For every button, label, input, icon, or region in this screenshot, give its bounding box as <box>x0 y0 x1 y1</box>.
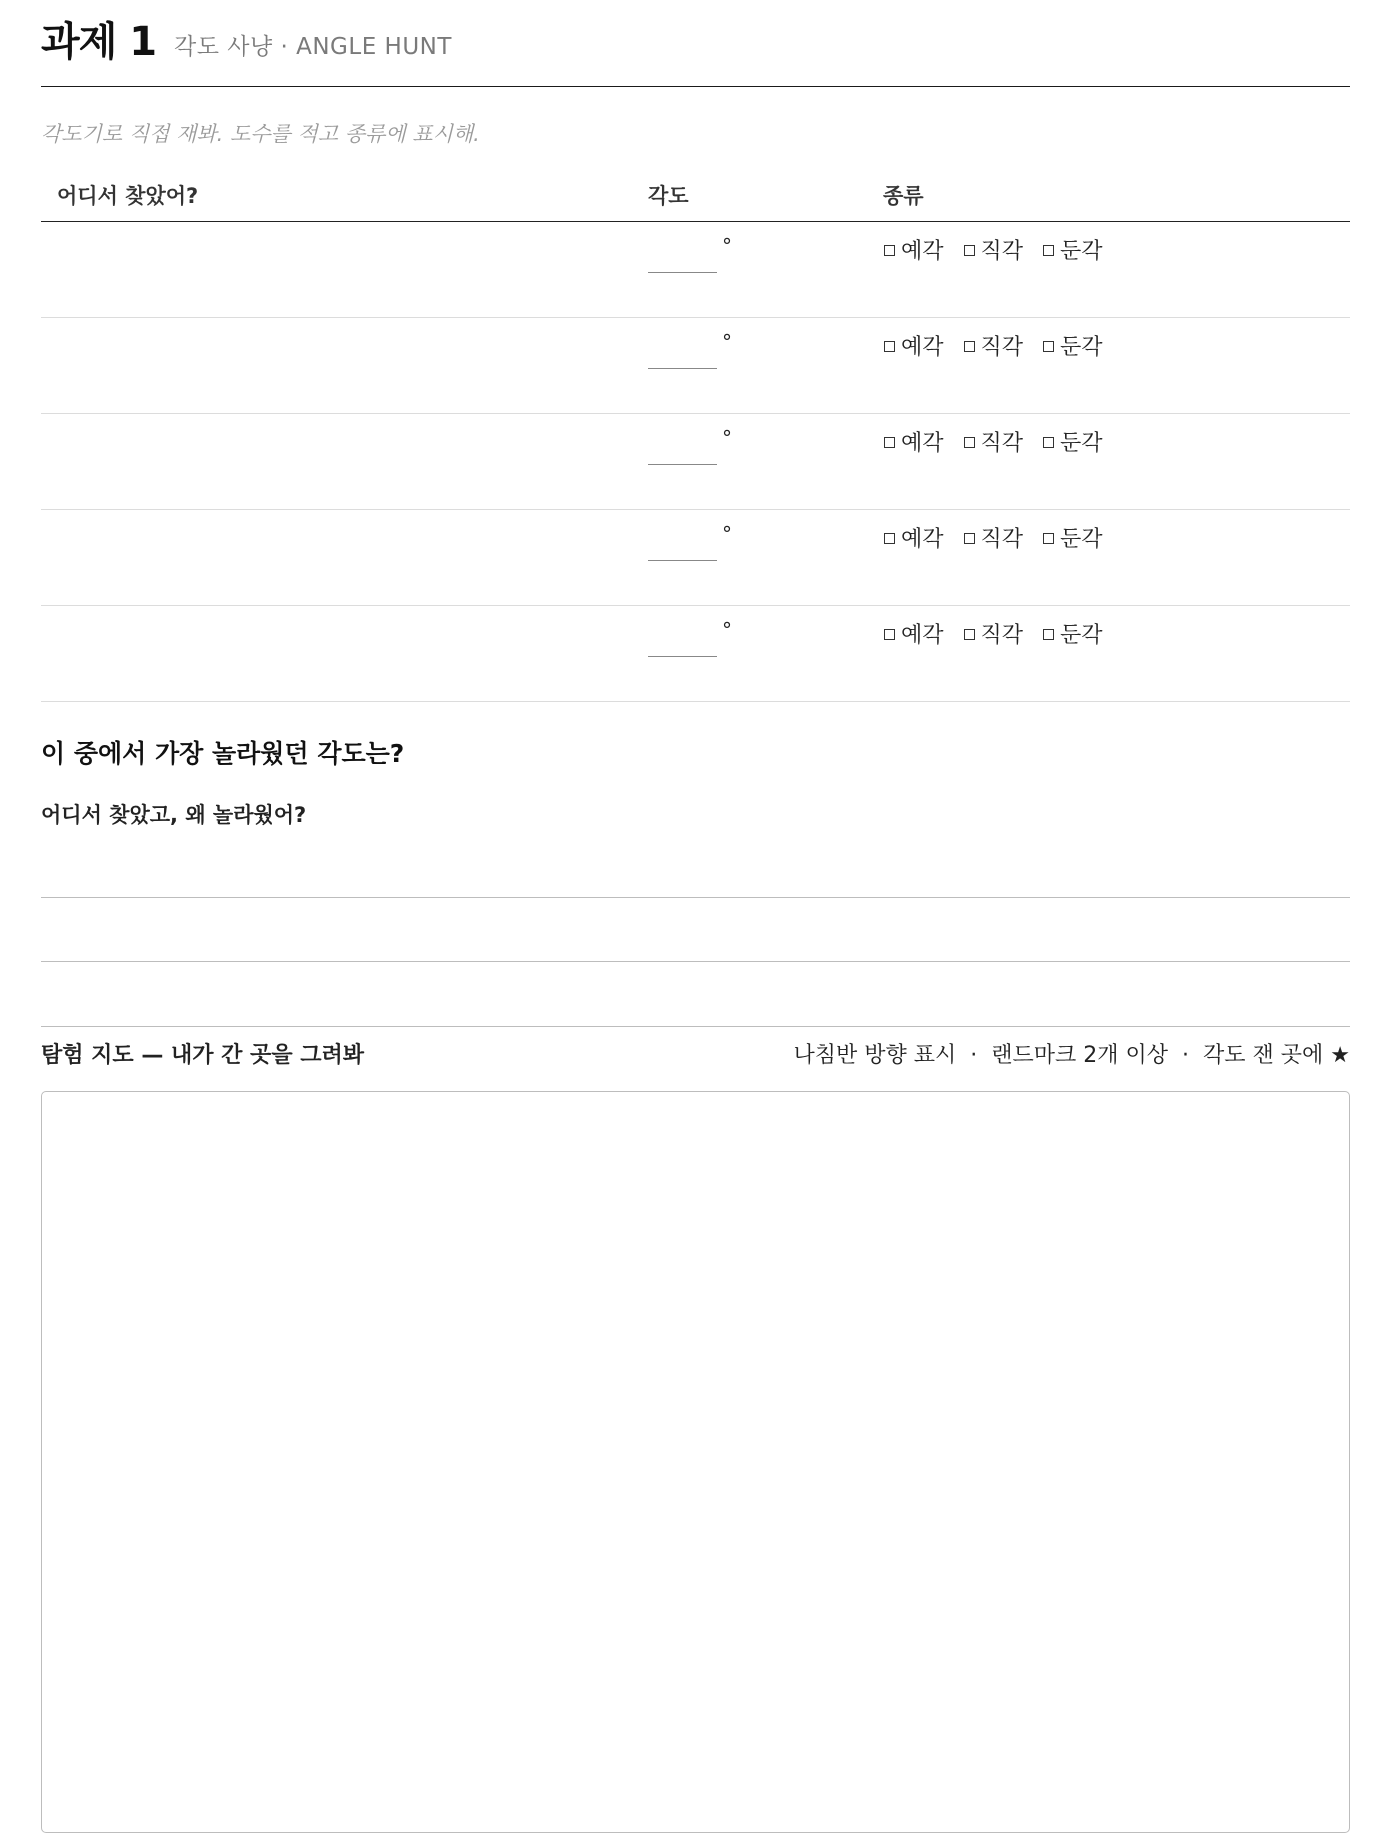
table-row <box>41 414 1350 510</box>
option-label: 예각 <box>901 527 944 552</box>
page-title: 과제 1 <box>41 19 157 65</box>
table-row <box>41 606 1350 702</box>
angle-table-body <box>41 222 1350 702</box>
angle-type-option[interactable] <box>884 234 944 265</box>
map-drawing-area[interactable] <box>41 1091 1350 1833</box>
checkbox[interactable] <box>964 437 975 448</box>
option-label: 예각 <box>901 335 944 360</box>
checkbox[interactable] <box>884 629 895 640</box>
degree-symbol: ° <box>722 234 732 258</box>
option-label: 직각 <box>980 431 1024 456</box>
option-label: 직각 <box>980 623 1024 648</box>
angle-type-option[interactable] <box>1043 426 1103 457</box>
map-hint: 랜드마크 2개 이상 <box>991 1043 1169 1068</box>
angle-type-options <box>884 426 1123 457</box>
angle-type-option[interactable] <box>1043 330 1103 361</box>
angle-type-option[interactable] <box>1043 522 1103 553</box>
option-label: 둔각 <box>1060 623 1103 648</box>
angle-input-blank[interactable] <box>648 656 717 657</box>
checkbox[interactable] <box>964 629 975 640</box>
instruction-text: 각도기로 직접 재봐. 도수를 적고 종류에 표시해. <box>41 122 480 146</box>
hint-separator: · <box>970 1043 978 1068</box>
table-row <box>41 510 1350 606</box>
answer-line[interactable] <box>41 897 1350 898</box>
degree-symbol: ° <box>722 618 732 642</box>
checkbox[interactable] <box>884 245 895 256</box>
option-label: 둔각 <box>1060 527 1103 552</box>
option-label: 둔각 <box>1060 335 1103 360</box>
angle-type-option[interactable] <box>1043 618 1103 649</box>
angle-type-options <box>884 330 1123 361</box>
option-label: 예각 <box>901 431 944 456</box>
angle-type-option[interactable] <box>884 330 944 361</box>
angle-input-blank[interactable] <box>648 464 717 465</box>
degree-symbol: ° <box>722 330 732 354</box>
question-prompt: 어디서 찾았고, 왜 놀라웠어? <box>41 803 307 827</box>
checkbox[interactable] <box>1043 341 1054 352</box>
checkbox[interactable] <box>1043 629 1054 640</box>
map-hints <box>794 1038 1350 1069</box>
page-subtitle: 각도 사냥 · ANGLE HUNT <box>174 34 452 60</box>
angle-type-option[interactable] <box>964 234 1024 265</box>
answer-line[interactable] <box>41 961 1350 962</box>
angle-type-option[interactable] <box>1043 234 1103 265</box>
angle-input-blank[interactable] <box>648 368 717 369</box>
degree-symbol: ° <box>722 426 732 450</box>
question-title: 이 중에서 가장 놀라웠던 각도는? <box>41 739 405 768</box>
option-label: 직각 <box>980 527 1024 552</box>
table-row <box>41 318 1350 414</box>
angle-type-option[interactable] <box>964 522 1024 553</box>
angle-type-option[interactable] <box>884 522 944 553</box>
column-header-angle: 각도 <box>648 184 689 208</box>
map-hint: 각도 잰 곳에 ★ <box>1203 1043 1350 1068</box>
angle-type-option[interactable] <box>884 426 944 457</box>
map-title: 탐험 지도 — 내가 간 곳을 그려봐 <box>41 1043 364 1068</box>
checkbox[interactable] <box>1043 245 1054 256</box>
option-label: 예각 <box>901 623 944 648</box>
option-label: 직각 <box>980 335 1024 360</box>
answer-line[interactable] <box>41 1026 1350 1027</box>
angle-type-options <box>884 618 1123 649</box>
option-label: 둔각 <box>1060 239 1103 264</box>
column-header-where: 어디서 찾았어? <box>57 184 199 208</box>
angle-input-blank[interactable] <box>648 272 717 273</box>
checkbox[interactable] <box>884 533 895 544</box>
checkbox[interactable] <box>964 533 975 544</box>
option-label: 직각 <box>980 239 1024 264</box>
angle-type-option[interactable] <box>884 618 944 649</box>
angle-type-option[interactable] <box>964 426 1024 457</box>
option-label: 둔각 <box>1060 431 1103 456</box>
checkbox[interactable] <box>884 437 895 448</box>
degree-symbol: ° <box>722 522 732 546</box>
map-hint: 나침반 방향 표시 <box>793 1043 957 1068</box>
checkbox[interactable] <box>1043 533 1054 544</box>
checkbox[interactable] <box>884 341 895 352</box>
table-header <box>41 176 1350 222</box>
checkbox[interactable] <box>964 245 975 256</box>
angle-type-option[interactable] <box>964 618 1024 649</box>
worksheet-header <box>41 8 1350 87</box>
table-row <box>41 222 1350 318</box>
checkbox[interactable] <box>964 341 975 352</box>
angle-type-options <box>884 234 1123 265</box>
checkbox[interactable] <box>1043 437 1054 448</box>
column-header-type: 종류 <box>883 184 924 208</box>
angle-type-options <box>884 522 1123 553</box>
angle-type-option[interactable] <box>964 330 1024 361</box>
hint-separator: · <box>1182 1043 1190 1068</box>
angle-input-blank[interactable] <box>648 560 717 561</box>
option-label: 예각 <box>901 239 944 264</box>
